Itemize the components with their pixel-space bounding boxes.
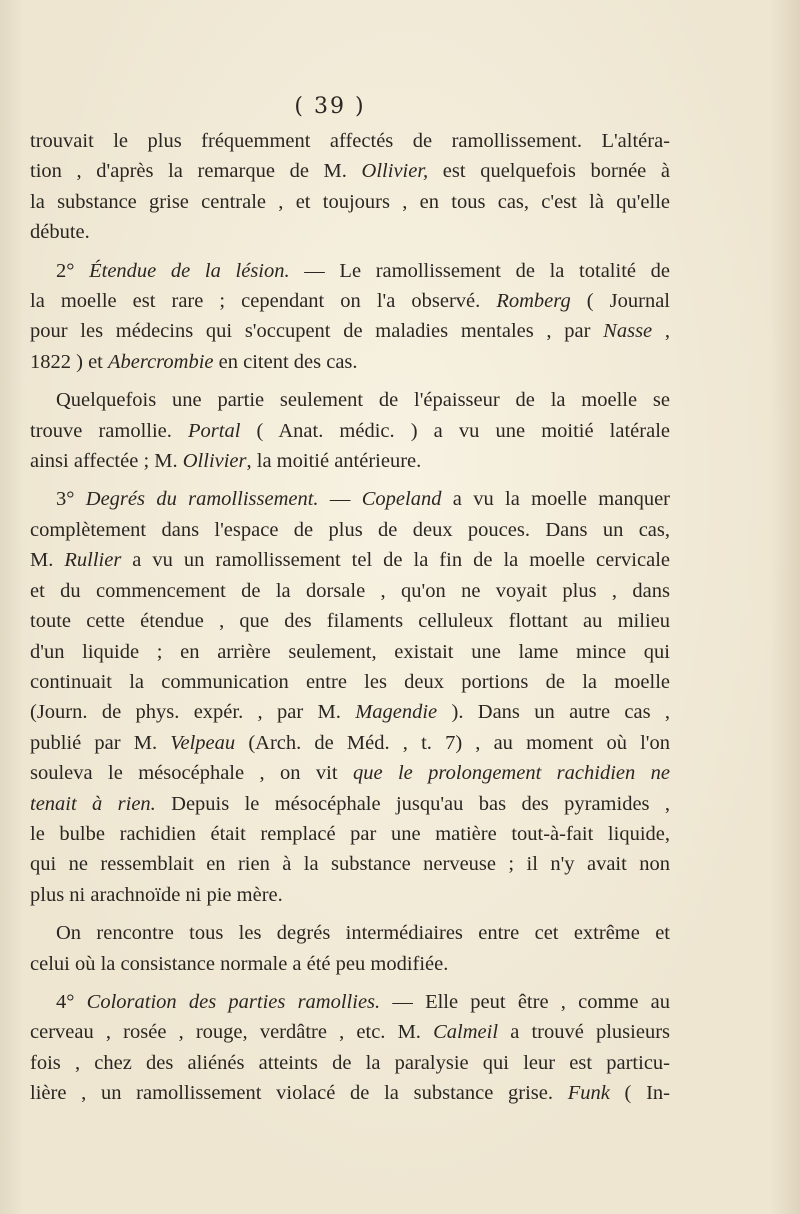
text-segment: (Arch. de Méd. , t. 7) , au moment où l'on [235, 731, 670, 754]
text-line [30, 606, 670, 636]
text-segment: qui ne ressemblait en rien à la substance nerveuse ; il n'y avait non [30, 853, 670, 876]
italic-text: Ollivier [182, 450, 247, 473]
text-line [30, 316, 670, 346]
text-line [30, 187, 670, 217]
text-line [30, 880, 670, 910]
text-segment: débute. [30, 221, 90, 244]
text-segment: a trouvé plusieurs [498, 1021, 671, 1044]
text-line [30, 576, 670, 606]
text-line [30, 697, 670, 727]
text-segment: fois , chez des aliénés atteints de la paralysie qui leur est particu- [30, 1051, 670, 1074]
page-number: ( 39 ) [294, 94, 366, 119]
text-line [30, 385, 670, 415]
text-segment: 2° [56, 259, 90, 282]
italic-text: Rullier [64, 549, 122, 572]
text-line [30, 545, 670, 575]
text-line [30, 637, 670, 667]
text-segment: — Le ramollissement de la totalité de [289, 259, 670, 282]
italic-text: Coloration des parties ramollies. [86, 990, 381, 1013]
text-segment: ( Anat. médic. ) a vu une moitié latérale [240, 419, 670, 442]
italic-text: Abercrombie [108, 350, 214, 373]
text-segment: , [652, 320, 670, 343]
text-line [30, 126, 670, 156]
text-segment: 3° [56, 488, 86, 511]
text-segment: ( In- [609, 1082, 670, 1105]
italic-text: Magendie [355, 701, 438, 724]
text-line [30, 987, 670, 1017]
text-segment: la substance grise centrale , et toujours , en tous cas, c'est là qu'elle [30, 190, 670, 213]
text-segment: — [318, 488, 362, 511]
text-segment: a vu un ramollissement tel de la fin de la moelle cervicale [121, 549, 670, 572]
text-line [30, 819, 670, 849]
text-segment: continuait la communication entre les deux portions de la moelle [30, 670, 670, 693]
text-line [30, 949, 670, 979]
text-segment: publié par M. [30, 731, 171, 754]
text-line [30, 416, 670, 446]
italic-text: tenait à rien. [30, 792, 156, 815]
italic-text: Romberg [496, 290, 571, 313]
text-line [30, 789, 670, 819]
text-segment: , la moitié antérieure. [246, 450, 422, 473]
text-segment: M. [30, 549, 65, 572]
italic-text: Copeland [361, 488, 442, 511]
text-line [30, 1048, 670, 1078]
text-segment: — Elle peut être , comme au [380, 990, 670, 1013]
text-segment: trouve ramollie. [30, 419, 189, 442]
text-segment: trouvait le plus fréquemment affectés de ramollissement. L'altéra- [30, 130, 670, 152]
text-segment: ainsi affectée ; M. [30, 450, 183, 473]
text-line [30, 484, 670, 514]
text-segment: complètement dans l'espace de plus de deux pouces. Dans un cas, [30, 518, 670, 541]
text-segment: celui où la consistance normale a été peu modifiée. [30, 952, 449, 975]
text-line [30, 849, 670, 879]
text-segment: Depuis le mésocéphale jusqu'au bas des pyramides , [155, 792, 670, 815]
text-segment: est quelquefois bornée à [428, 160, 670, 183]
text-segment: plus ni arachnoïde ni pie mère. [30, 883, 283, 906]
italic-text: Nasse [603, 320, 653, 343]
text-segment: cerveau , rosée , rouge, verdâtre , etc. M. [30, 1021, 434, 1044]
text-segment: 4° [56, 990, 87, 1013]
text-line [30, 758, 670, 788]
text-segment: toute cette étendue , que des filaments celluleux flottant au milieu [30, 610, 670, 633]
text-segment: ( Journal [570, 290, 670, 313]
italic-text: Calmeil [433, 1021, 499, 1044]
text-line [30, 286, 670, 316]
text-segment: le bulbe rachidien était remplacé par une matière tout-à-fait liquide, [30, 822, 670, 845]
text-segment: ). Dans un autre cas , [437, 701, 670, 724]
text-line [30, 667, 670, 697]
text-segment: On rencontre tous les degrés intermédiaires entre cet extrême et [56, 922, 670, 945]
text-line [30, 256, 670, 286]
italic-text: Degrés du ramollissement. [85, 488, 319, 511]
italic-text: Étendue de la lésion. [89, 259, 290, 282]
text-segment: (Journ. de phys. expér. , par M. [30, 701, 356, 724]
text-line [30, 156, 670, 186]
italic-text: Portal [188, 419, 241, 442]
text-line [30, 446, 670, 476]
text-segment: pour les médecins qui s'occupent de maladies mentales , par [30, 320, 604, 343]
italic-text: Velpeau [170, 731, 236, 754]
italic-text: que le prolongement rachidien ne [352, 762, 671, 785]
text-line [30, 217, 670, 247]
text-segment: Quelquefois une partie seulement de l'épaisseur de la moelle se [56, 389, 670, 412]
text-segment: a vu la moelle manquer [441, 488, 671, 511]
text-line [30, 918, 670, 948]
text-segment: 1822 ) et [30, 350, 108, 373]
text-segment: et du commencement de la dorsale , qu'on ne voyait plus , dans [30, 579, 670, 602]
text-line [30, 728, 670, 758]
text-segment: souleva le mésocéphale , on vit [30, 762, 353, 785]
text-line [30, 347, 670, 377]
text-segment: tion , d'après la remarque de M. [30, 160, 362, 183]
text-segment: en citent des cas. [213, 350, 358, 373]
text-segment: d'un liquide ; en arrière seulement, existait une lame mince qui [30, 640, 670, 663]
text-segment: la moelle est rare ; cependant on l'a observé. [30, 290, 497, 313]
text-segment: lière , un ramollissement violacé de la substance grise. [30, 1082, 568, 1105]
body-text [30, 126, 670, 1109]
text-line [30, 1078, 670, 1108]
text-line [30, 1017, 670, 1047]
italic-text: Ollivier, [361, 160, 429, 183]
italic-text: Funk [567, 1082, 610, 1105]
text-line [30, 515, 670, 545]
